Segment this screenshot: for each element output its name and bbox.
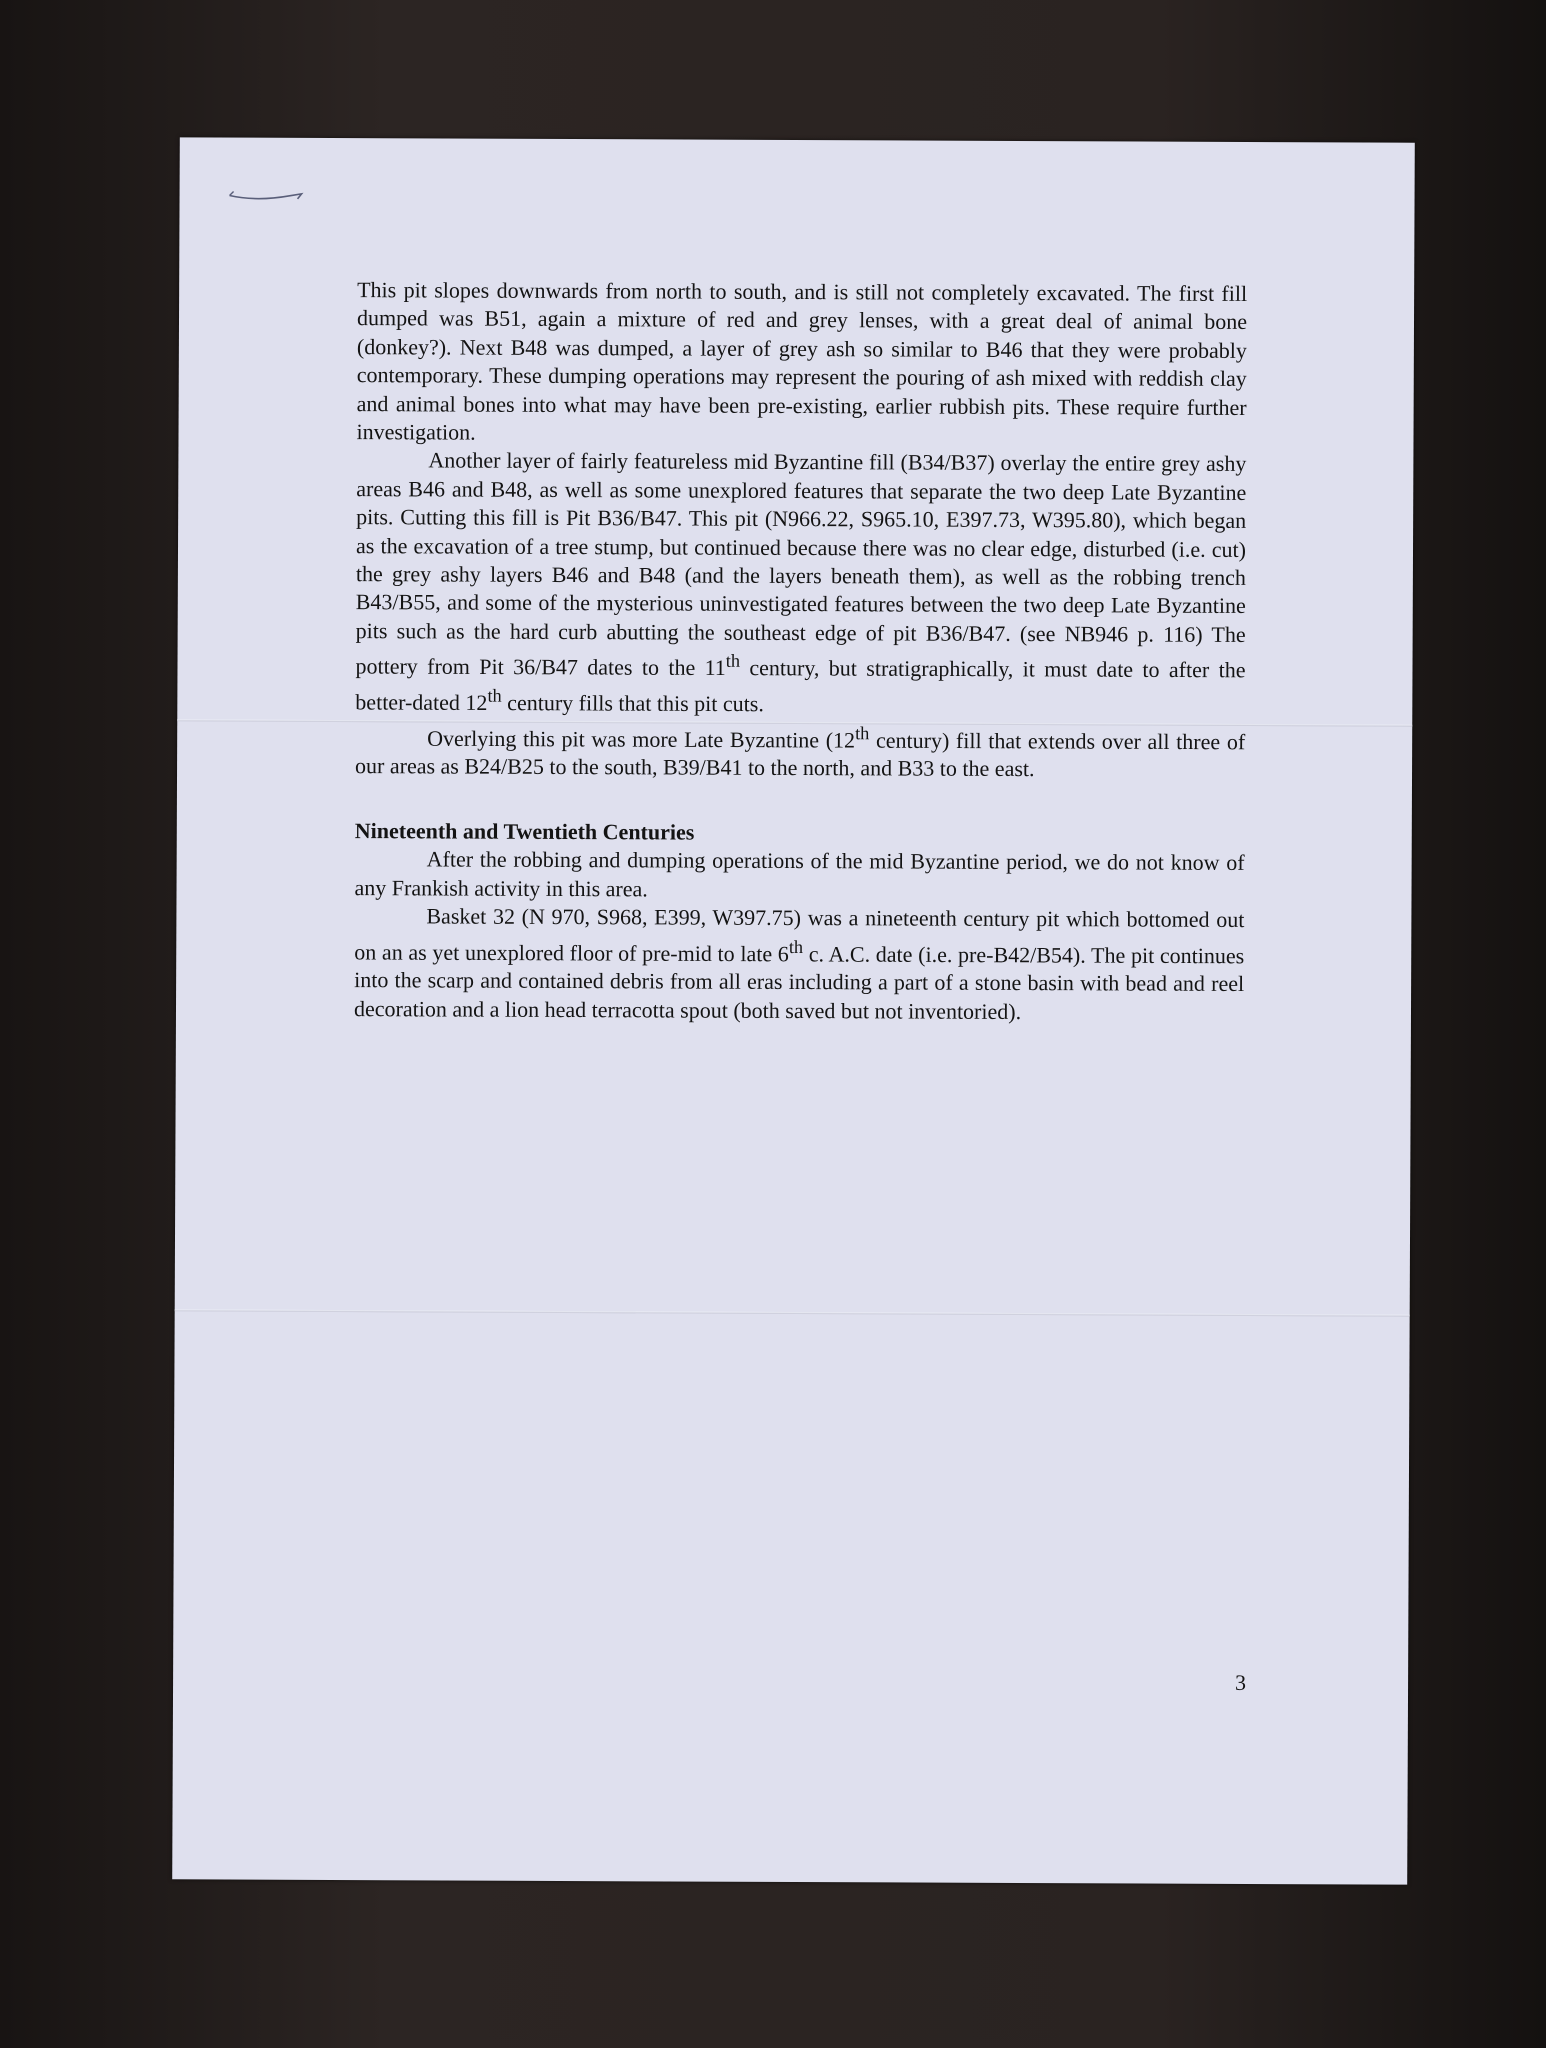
paragraph-text: century fills that this pit cuts.: [501, 690, 764, 717]
paragraph-pit-slopes: [356, 276, 1247, 450]
paragraph-overlying-pit: [355, 717, 1245, 785]
paragraph-text: This pit slopes downwards from north to south, and is still not completely excavated. The first fill dumped was B51, again a mixture of red and grey lenses, with a great deal of animal bone (donkey?). Next B48 was dumped, a layer of grey ash so similar to B46 that they were probably contemporary. These dumping operations may represent the pouring of ash mixed with reddish clay and animal bones into what may have been pre-existing, earlier rubbish pits. These require further investigation.: [356, 277, 1248, 445]
paragraph-text: Another layer of fairly featureless mid Byzantine fill (B34/B37) overlay the entire grey ashy areas B46 and B48, as well as some unexplored features that separate the two deep Late Byzantine pits. Cutting this fill is Pit B36/B47. This pit (N966.22, S965.10, E397.73, W395.80), which began as the excavation of a tree stump, but continued because there was no clear edge, disturbed (i.e. cut) the grey ashy layers B46 and B48 (and the layers beneath them), as well as the robbing trench B43/B55, and some of the mysterious uninvestigated features between the two deep Late Byzantine pits such as the hard curb abutting the southeast edge of pit B36/B47. (see NB946 p. 116) The pottery from Pit 36/B47 dates to the 11: [355, 447, 1247, 681]
paragraph-basket-32: [354, 902, 1245, 1027]
paragraph-text: Basket 32 (N 970, S968, E399, W397.75) was a nineteenth century pit which bottomed out on an as yet unexplored floor of pre-mid to late 6: [354, 903, 1245, 966]
body-text: [354, 276, 1247, 1027]
document-page: [172, 137, 1415, 1884]
paragraph-text: After the robbing and dumping operations of the mid Byzantine period, we do not know of any Frankish activity in this area.: [354, 846, 1245, 902]
paragraph-text: Overlying this pit was more Late Byzantine (12: [427, 725, 856, 753]
section-heading: Nineteenth and Twentieth Centuries: [354, 817, 695, 845]
lower-fold-crease: [175, 1309, 1410, 1316]
superscript: th: [788, 936, 804, 957]
paragraph-text: c. A.C. date (i.e. pre-B42/B54). The pit continues into the scarp and contained debris from all eras including a part of a stone basin with bead and reel decoration and a lion head terracotta spout (both saved but not inventoried).: [353, 940, 1245, 1024]
paragraph-robbing-operations: [354, 845, 1244, 906]
paragraph-text: century) fill that extends over all three of our areas as B24/B25 to the south, B39/B41 to the north, and B33 to the east.: [355, 727, 1246, 782]
superscript: th: [855, 723, 870, 744]
page-number: 3: [1235, 1669, 1247, 1695]
paragraph-text: century, but stratigraphically, it must date to after the better-dated 12: [355, 655, 1246, 716]
pencil-mark-icon: [228, 190, 308, 202]
paragraph-byzantine-fill: [355, 447, 1246, 721]
superscript: th: [725, 650, 741, 672]
superscript: th: [487, 685, 502, 706]
